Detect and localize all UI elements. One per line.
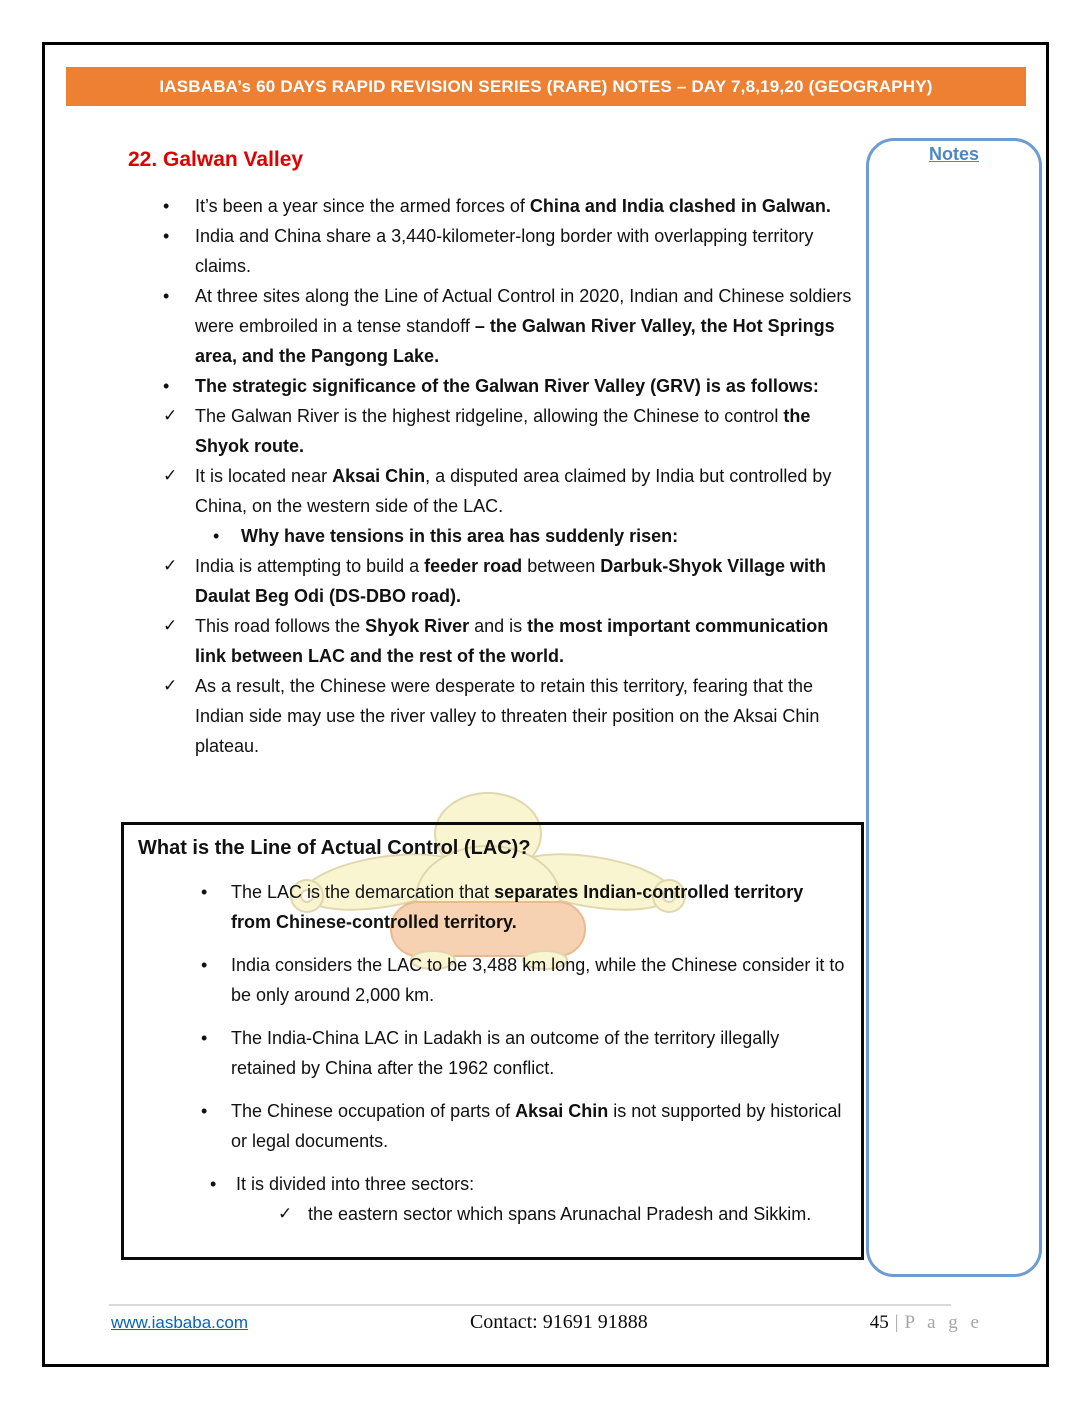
list-item-text: The strategic significance of the Galwan River Valley (GRV) is as follows: xyxy=(195,376,819,396)
list-item-text: It’s been a year since the armed forces of China and India clashed in Galwan. xyxy=(195,196,831,216)
check-marker-icon: ✓ xyxy=(163,616,178,635)
list-item-text: This road follows the Shyok River and is the most important communication link between LAC and the rest of the world. xyxy=(195,616,829,666)
bullet-marker-icon: • xyxy=(210,1174,217,1194)
list-item xyxy=(138,1169,847,1199)
list-item-text: It is divided into three sectors: xyxy=(236,1174,475,1194)
list-item xyxy=(138,1023,847,1083)
list-item-text: India is attempting to build a feeder road between Darbuk-Shyok Village with Daulat Beg Odi (DS-DBO road). xyxy=(195,556,826,606)
list-item xyxy=(138,1096,847,1156)
website-link[interactable]: www.iasbaba.com xyxy=(111,1313,249,1332)
list-item-text: Why have tensions in this area has suddenly risen: xyxy=(241,526,679,546)
check-marker-icon: ✓ xyxy=(163,466,178,485)
list-item xyxy=(161,551,861,611)
list-item xyxy=(138,1199,847,1229)
list-item-text: It is located near Aksai Chin, a disputed area claimed by India but controlled by China, on the western side of the LAC. xyxy=(195,466,832,516)
bullet-marker-icon: • xyxy=(163,286,170,306)
list-item xyxy=(138,950,847,1010)
bullet-marker-icon: • xyxy=(201,1101,208,1121)
bullet-marker-icon: • xyxy=(213,526,220,546)
page-number-value: 45 xyxy=(869,1312,889,1333)
main-bullet-list xyxy=(161,191,861,761)
check-marker-icon: ✓ xyxy=(163,676,178,695)
page-border xyxy=(42,42,1049,1367)
list-item-text: The LAC is the demarcation that separates Indian-controlled territory from Chinese-controlled territory. xyxy=(231,882,804,932)
list-item-text: At three sites along the Line of Actual Control in 2020, Indian and Chinese soldiers were embroiled in a tense standoff – the Galwan River Valley, the Hot Springs area, and the Pangong Lake. xyxy=(195,286,852,366)
check-marker-icon: ✓ xyxy=(163,556,178,575)
header-title: IASBABA’s 60 DAYS RAPID REVISION SERIES (RARE) NOTES – DAY 7,8,19,20 (GEOGRAPHY) xyxy=(159,76,933,96)
bullet-marker-icon: • xyxy=(163,376,170,396)
list-item xyxy=(161,521,861,551)
list-item-text: The India-China LAC in Ladakh is an outcome of the territory illegally retained by China after the 1962 conflict. xyxy=(231,1028,780,1078)
list-item xyxy=(161,281,861,371)
lac-bullet-list xyxy=(138,877,847,1229)
list-item xyxy=(161,191,861,221)
bullet-marker-icon: • xyxy=(201,1028,208,1048)
page-word: P a g e xyxy=(904,1312,983,1333)
list-item xyxy=(161,671,861,761)
list-item-text: India considers the LAC to be 3,488 km long, while the Chinese consider it to be only around 2,000 km. xyxy=(231,955,845,1005)
bullet-marker-icon: • xyxy=(201,882,208,902)
contact-text: Contact: 91691 91888 xyxy=(469,1311,648,1333)
bullet-marker-icon: • xyxy=(163,196,170,216)
list-item-text: As a result, the Chinese were desperate to retain this territory, fearing that the Indian side may use the river valley to threaten their position on the Aksai Chin plateau. xyxy=(195,676,820,756)
footer-divider xyxy=(109,1304,951,1306)
list-item-text: the eastern sector which spans Arunachal Pradesh and Sikkim. xyxy=(308,1204,812,1224)
check-marker-icon: ✓ xyxy=(278,1204,293,1223)
list-item-text: The Chinese occupation of parts of Aksai Chin is not supported by historical or legal documents. xyxy=(231,1101,842,1151)
list-item xyxy=(161,611,861,671)
list-item-text: India and China share a 3,440-kilometer-long border with overlapping territory claims. xyxy=(195,226,814,276)
header-banner xyxy=(66,67,1026,106)
check-marker-icon: ✓ xyxy=(163,406,178,425)
page-number-separator: | xyxy=(894,1312,899,1333)
bullet-marker-icon: • xyxy=(163,226,170,246)
notes-label: Notes xyxy=(928,144,979,164)
lac-box-title: What is the Line of Actual Control (LAC)? xyxy=(138,837,531,859)
list-item xyxy=(161,401,861,461)
bullet-marker-icon: • xyxy=(201,955,208,975)
page-footer xyxy=(111,1311,983,1334)
list-item xyxy=(161,371,861,401)
list-item xyxy=(161,221,861,281)
notes-panel[interactable] xyxy=(866,138,1042,1277)
page-number xyxy=(870,1312,983,1334)
section-heading: 22. Galwan Valley xyxy=(128,148,304,171)
list-item-text: The Galwan River is the highest ridgeline, allowing the Chinese to control the Shyok route. xyxy=(195,406,811,456)
list-item xyxy=(161,461,861,521)
list-item xyxy=(138,877,847,937)
lac-info-box xyxy=(121,822,864,1260)
